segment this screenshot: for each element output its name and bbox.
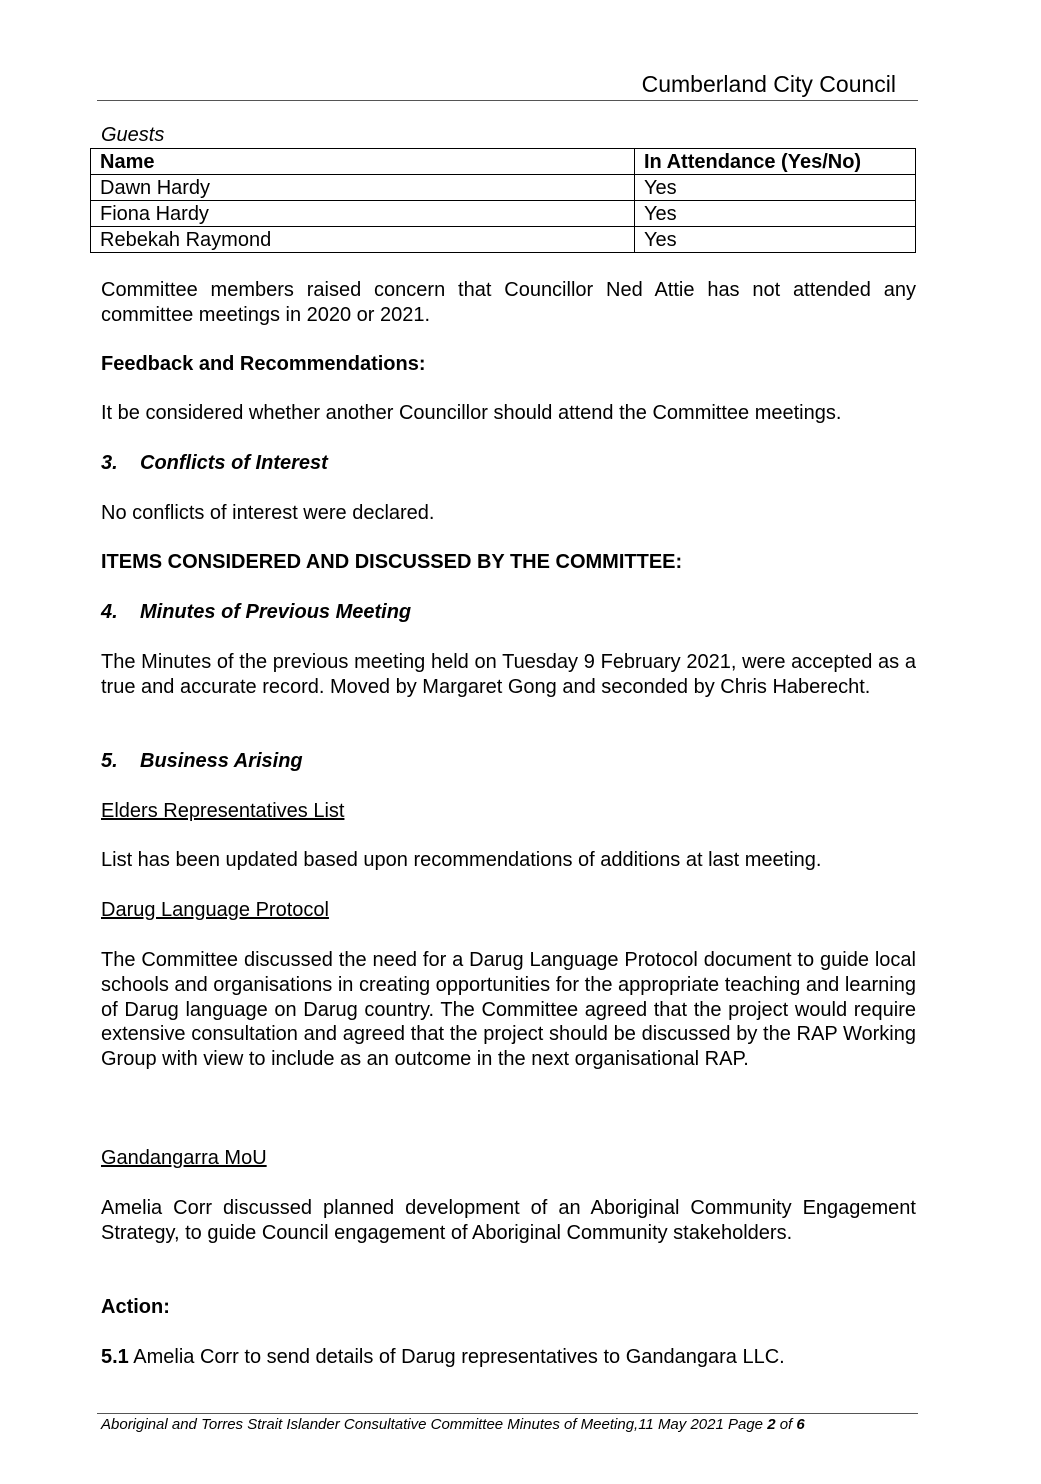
gandangarra-subheading: Gandangarra MoU — [101, 1147, 267, 1169]
guests-label: Guests — [101, 124, 165, 146]
action-number: 5.1 — [101, 1346, 129, 1368]
section-4-heading — [101, 600, 916, 625]
feedback-text: It be considered whether another Councillor should attend the Committee meetings. — [101, 402, 842, 424]
footer-page-number: 2 — [767, 1416, 776, 1433]
table-row — [91, 175, 916, 201]
items-heading: ITEMS CONSIDERED AND DISCUSSED BY THE COMMITTEE: — [101, 551, 683, 573]
darug-text: The Committee discussed the need for a Darug Language Protocol document to guide local schools and organisations in creating opportunities for the appropriate teaching and learning of Darug language on Darug country. The Committee agreed that the project would require extensive consultation and agreed that the project should be discussed by the RAP Working Group with view to include as an outcome in the next organisational RAP. — [101, 949, 916, 1071]
guest-name: Dawn Hardy — [91, 175, 635, 201]
column-header-attendance: In Attendance (Yes/No) — [635, 149, 916, 175]
section-4-number: 4. — [101, 601, 118, 623]
action-item — [101, 1345, 916, 1370]
guest-attendance: Yes — [635, 227, 916, 253]
section-5-title: Business Arising — [140, 750, 303, 772]
header-council-name: Cumberland City Council — [641, 71, 896, 97]
attendance-note: Committee members raised concern that Councillor Ned Attie has not attended any committee meetings in 2020 or 2021. — [101, 279, 916, 326]
guests-table — [90, 148, 916, 253]
section-5-heading — [101, 749, 916, 774]
table-row — [91, 227, 916, 253]
gandangarra-text: Amelia Corr discussed planned development of an Aboriginal Community Engagement Strategy, to guide Council engagement of Aboriginal Community stakeholders. — [101, 1197, 916, 1244]
header-divider — [97, 100, 918, 101]
action-heading: Action: — [101, 1296, 170, 1318]
section-3-text: No conflicts of interest were declared. — [101, 502, 435, 524]
section-3-heading — [101, 451, 916, 476]
feedback-heading: Feedback and Recommendations: — [101, 353, 426, 375]
darug-subheading: Darug Language Protocol — [101, 899, 329, 921]
footer-divider — [97, 1413, 918, 1414]
section-3-number: 3. — [101, 452, 118, 474]
section-4-text: The Minutes of the previous meeting held on Tuesday 9 February 2021, were accepted as a true and accurate record. Moved by Margaret Gong and seconded by Chris Haberecht. — [101, 651, 916, 698]
footer: Aboriginal and Torres Strait Islander Consultative Committee Minutes of Meeting,11 May 2021 Page 2 of 6 — [101, 1416, 805, 1433]
guest-name: Fiona Hardy — [91, 201, 635, 227]
footer-page-total: 6 — [796, 1416, 805, 1433]
section-4-title: Minutes of Previous Meeting — [140, 601, 412, 623]
table-header-row — [91, 149, 916, 175]
elders-text: List has been updated based upon recommendations of additions at last meeting. — [101, 849, 822, 871]
column-header-name: Name — [91, 149, 635, 175]
elders-subheading: Elders Representatives List — [101, 800, 345, 822]
section-3-title: Conflicts of Interest — [140, 452, 328, 474]
section-5-number: 5. — [101, 750, 118, 772]
table-row — [91, 201, 916, 227]
guest-attendance: Yes — [635, 175, 916, 201]
action-text: Amelia Corr to send details of Darug representatives to Gandangara LLC. — [133, 1346, 785, 1368]
guest-name: Rebekah Raymond — [91, 227, 635, 253]
guest-attendance: Yes — [635, 201, 916, 227]
